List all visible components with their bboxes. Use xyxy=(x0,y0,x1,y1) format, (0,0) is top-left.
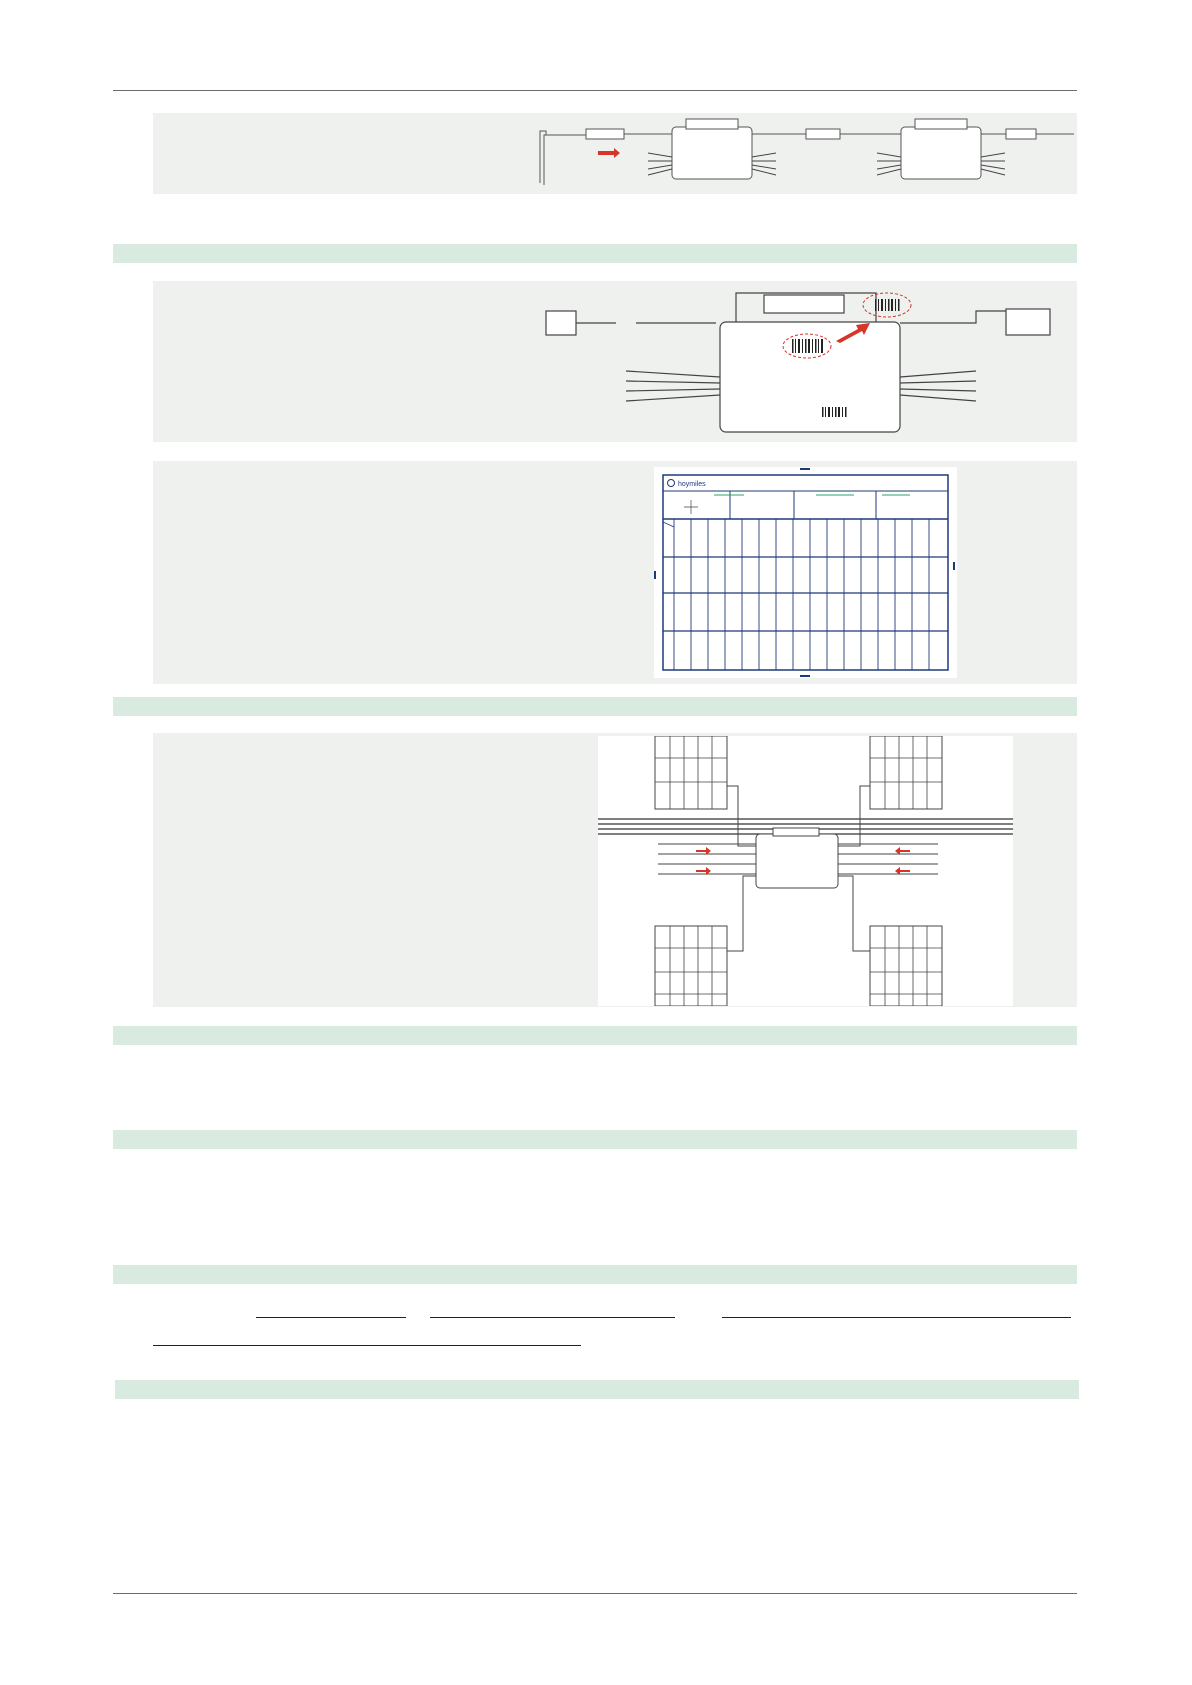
step-box-panel-wiring xyxy=(153,733,1077,1007)
logo-text: hoymiles xyxy=(678,481,706,488)
header-rule xyxy=(113,90,1077,91)
panel-wiring-illustration xyxy=(598,736,1013,1006)
section-band xyxy=(113,697,1077,716)
fill-in-line[interactable] xyxy=(153,1345,581,1346)
microinverter-serial-label-illustration xyxy=(536,281,1077,442)
step-box-connect-ac-cables xyxy=(153,113,1077,194)
section-band xyxy=(113,1265,1077,1284)
ac-daisy-chain-illustration xyxy=(536,113,1077,194)
footer-rule xyxy=(113,1593,1077,1594)
step-box-installation-map xyxy=(153,461,1077,684)
installation-map-illustration xyxy=(654,467,957,678)
step-box-serial-number-label xyxy=(153,281,1077,442)
fill-in-line[interactable] xyxy=(722,1317,1071,1318)
fill-in-line[interactable] xyxy=(430,1317,675,1318)
section-band xyxy=(113,1130,1077,1149)
section-band xyxy=(113,1026,1077,1045)
fill-in-line[interactable] xyxy=(256,1317,406,1318)
section-band xyxy=(113,244,1077,263)
label-highlight-icon xyxy=(863,293,911,317)
red-arrow-icon xyxy=(598,148,620,158)
section-band xyxy=(115,1380,1079,1399)
